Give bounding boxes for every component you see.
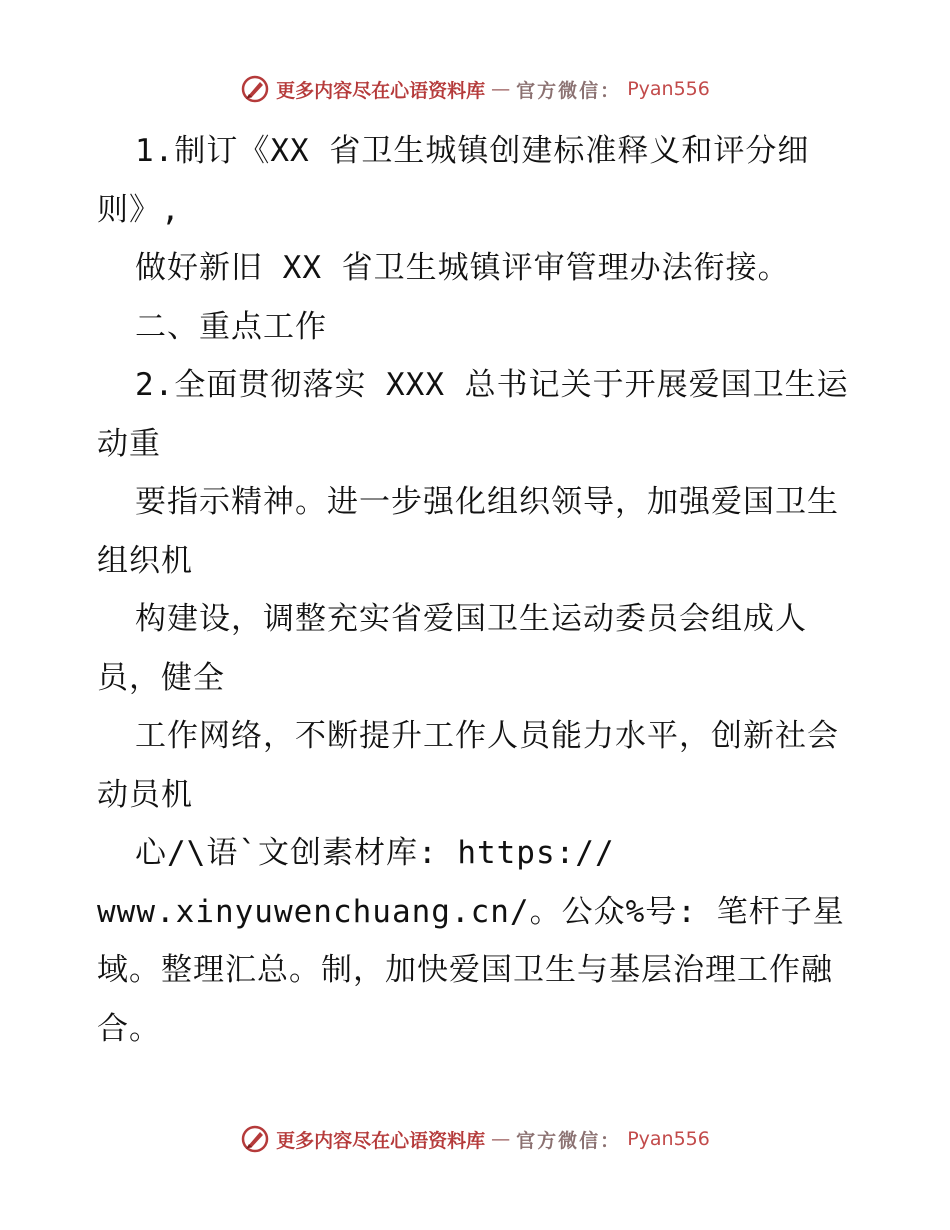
pen-logo-icon (240, 1124, 270, 1154)
pen-logo-icon (240, 74, 270, 104)
document-body (97, 122, 857, 1058)
paragraph: 二、重点工作 (135, 308, 327, 345)
watermark-separator: — (491, 78, 511, 100)
watermark-label: 官方微信： (516, 79, 622, 102)
watermark-main-text: 更多内容尽在心语资料库 (276, 1129, 486, 1152)
watermark-id: Pyan556 (627, 1128, 710, 1150)
paragraph: 1.制订《XX 省卫生城镇创建标准释义和评分细则》, (97, 133, 810, 228)
paragraph: 构建设，调整充实省爱国卫生运动委员会组成人员，健全 (97, 601, 807, 696)
watermark-id: Pyan556 (627, 78, 710, 100)
footer-watermark (0, 1124, 950, 1154)
paragraph: 做好新旧 XX 省卫生城镇评审管理办法衔接。 (135, 250, 790, 286)
paragraph: 要指示精神。进一步强化组织领导，加强爱国卫生组织机 (97, 484, 839, 579)
watermark-separator: — (491, 1128, 511, 1150)
watermark-label: 官方微信： (516, 1129, 622, 1152)
paragraph: 2.全面贯彻落实 XXX 总书记关于开展爱国卫生运动重 (97, 367, 849, 462)
header-watermark (0, 74, 950, 104)
paragraph: 工作网络，不断提升工作人员能力水平，创新社会动员机 (97, 718, 839, 813)
paragraph: 心/\语`文创素材库: https:// (135, 835, 615, 871)
watermark-main-text: 更多内容尽在心语资料库 (276, 79, 486, 102)
paragraph: 域。整理汇总。制，加快爱国卫生与基层治理工作融合。 (97, 952, 833, 1047)
paragraph: www.xinyuwenchuang.cn/。公众%号: 笔杆子星 (97, 893, 845, 930)
